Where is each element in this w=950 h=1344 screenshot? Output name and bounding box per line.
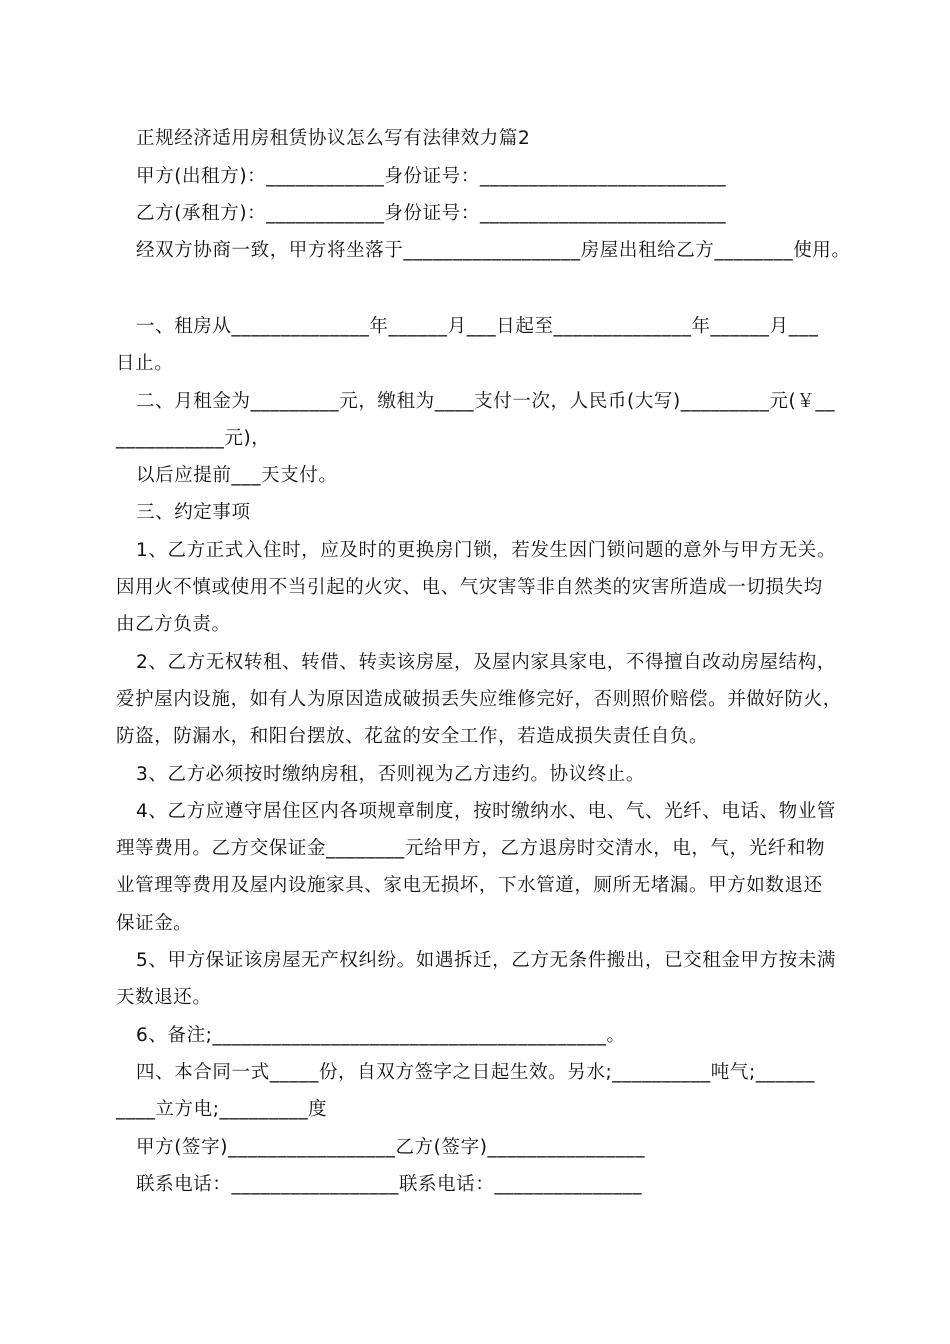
- party-b-line: 乙方(承租方)：____________身份证号：_________________________: [136, 203, 727, 224]
- clause-2-line-3: 以后应提前___天支付。: [136, 465, 338, 486]
- item-1-line-2: 因用火不慎或使用不当引起的火灾、电、气灾害等非自然类的灾害所造成一切损失均: [116, 577, 823, 598]
- item-1-line-3: 由乙方负责。: [116, 614, 231, 635]
- item-4-line-4: 保证金。: [116, 913, 193, 934]
- clause-1-line-1: 一、租房从______________年______月___日起至______________年______月___: [136, 316, 819, 337]
- contact-phone-line: 联系电话：_________________联系电话：_______________: [136, 1174, 643, 1195]
- section-3-heading: 三、约定事项: [136, 502, 251, 523]
- clause-2-line-1: 二、月租金为_________元，缴租为____支付一次，人民币(大写)_________元(￥__: [136, 391, 836, 412]
- item-4-line-3: 业管理等费用及屋内设施家具、家电无损坏，下水管道，厕所无堵漏。甲方如数退还: [116, 875, 823, 896]
- item-4-line-1: 4、乙方应遵守居住区内各项规章制度，按时缴纳水、电、气、光纤、电话、物业管: [136, 801, 836, 822]
- item-1-line-1: 1、乙方正式入住时，应及时的更换房门锁，若发生因门锁问题的意外与甲方无关。: [136, 540, 836, 561]
- agreement-intro: 经双方协商一致，甲方将坐落于__________________房屋出租给乙方________使用。: [136, 240, 851, 261]
- item-6-line-1: 6、备注;________________________________________。: [136, 1025, 626, 1046]
- item-4-line-2: 理等费用。乙方交保证金________元给甲方，乙方退房时交清水，电，气，光纤和物: [116, 838, 826, 859]
- item-5-line-1: 5、甲方保证该房屋无产权纠纷。如遇拆迁，乙方无条件搬出，已交租金甲方按未满: [136, 950, 836, 971]
- section-4-line-2: ____立方电;_________度: [116, 1099, 328, 1120]
- clause-1-line-2: 日止。: [116, 353, 174, 374]
- item-3-line-1: 3、乙方必须按时缴纳房租，否则视为乙方违约。协议终止。: [136, 764, 645, 785]
- item-2-line-1: 2、乙方无权转租、转借、转卖该房屋，及屋内家具家电，不得擅自改动房屋结构，: [136, 652, 836, 673]
- doc-title: 正规经济适用房租赁协议怎么写有法律效力篇2: [136, 128, 531, 149]
- item-5-line-2: 天数退还。: [116, 987, 212, 1008]
- clause-2-line-2: ___________元)，: [116, 428, 271, 449]
- item-2-line-2: 爱护屋内设施，如有人为原因造成破损丢失应维修完好，否则照价赔偿。并做好防火，: [116, 689, 842, 710]
- item-2-line-3: 防盗，防漏水，和阳台摆放、花盆的安全工作，若造成损失责任自负。: [116, 726, 709, 747]
- section-4-line-1: 四、本合同一式_____份，自双方签字之日起生效。另水;__________吨气;______: [136, 1062, 815, 1083]
- party-a-line: 甲方(出租方)：____________身份证号：_________________________: [136, 166, 727, 187]
- signature-line: 甲方(签字)_________________乙方(签字)________________: [136, 1137, 646, 1158]
